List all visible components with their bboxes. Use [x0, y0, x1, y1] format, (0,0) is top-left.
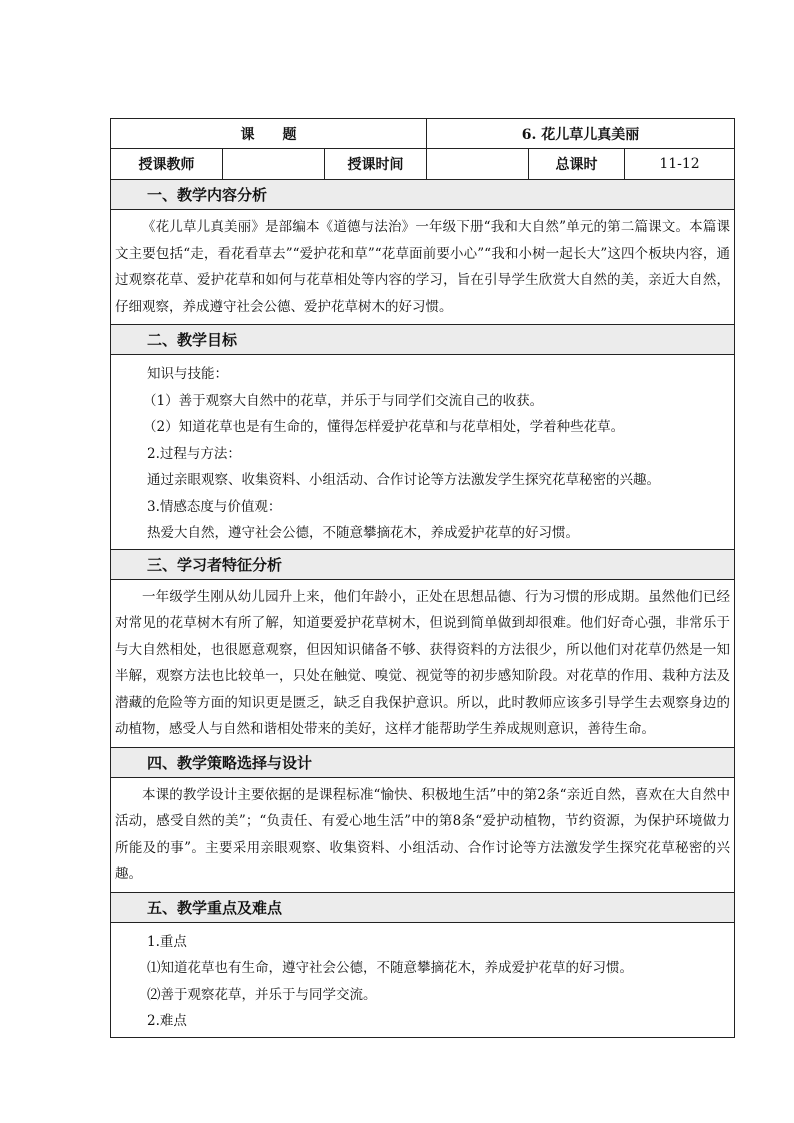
section-heading	[111, 549, 735, 579]
section-4-text: 本课的教学设计主要依据的是课程标准“愉快、积极地生活”中的第2条“亲近自然，喜欢在大自然中活动，感受自然的美”；“负责任、有爱心地生活”中的第8条“爱护动植物，节约资源，为保护环境做力所能及的事”。主要采用亲眼观察、收集资料、小组活动、合作讨论等方法激发学生探究花草秘密的兴趣。	[115, 786, 730, 882]
lesson-plan-document	[110, 118, 734, 1038]
section-body	[111, 922, 735, 1037]
hours-label: 总课时	[529, 149, 625, 180]
lesson-plan-table	[110, 118, 735, 1038]
time-value	[427, 149, 529, 180]
hours-value: 11-12	[625, 149, 735, 180]
time-label: 授课时间	[325, 149, 427, 180]
section-heading	[111, 747, 735, 777]
section-heading	[111, 892, 735, 922]
section-heading	[111, 325, 735, 355]
section-1-text: 《花儿草儿真美丽》是部编本《道德与法治》一年级下册“我和大自然”单元的第二篇课文。本篇课文主要包括“走，看花看草去”“爱护花和草”“花草面前要小心”“我和小树一起长大”这四个板块内容，通过观察花草、爱护花草和如何与花草相处等内容的学习，旨在引导学生欣赏大自然的美，亲近大自然，仔细观察，养成遵守社会公德、爱护花草树木的好习惯。	[115, 219, 730, 315]
key-point-line: 2.难点	[147, 1013, 187, 1029]
section-2-heading: 二、教学目标	[111, 325, 735, 355]
teacher-value	[223, 149, 325, 180]
section-body	[111, 777, 735, 892]
goal-line: 知识与技能：	[147, 366, 228, 382]
section-body	[111, 579, 735, 747]
teacher-label: 授课教师	[111, 149, 223, 180]
topic-value: 6. 花儿草儿真美丽	[427, 119, 735, 149]
goal-line: 热爱大自然，遵守社会公德，不随意攀摘花木，养成爱护花草的好习惯。	[147, 525, 579, 541]
key-point-line: ⑵善于观察花草，并乐于与同学交流。	[147, 986, 377, 1003]
section-3-text: 一年级学生刚从幼儿园升上来，他们年龄小，正处在思想品德、行为习惯的形成期。虽然他们已经对常见的花草树木有所了解，知道要爱护花草树木，但说到简单做到却很难。他们好奇心强，非常乐于与大自然相处，也很愿意观察，但因知识储备不够、获得资料的方法很少，所以他们对花草仍然是一知半解，观察方法也比较单一，只处在触觉、嗅觉、视觉等的初步感知阶段。对花草的作用、栽种方法及潜藏的危险等方面的知识更是匮乏，缺乏自我保护意识。所以，此时教师应该多引导学生去观察身边的动植物，感受人与自然和谐相处带来的美好，这样才能帮助学生养成规则意识，善待生命。	[115, 588, 730, 737]
goal-line: 2.过程与方法：	[147, 445, 241, 462]
meta-row	[111, 149, 735, 180]
topic-row	[111, 119, 735, 149]
section-body	[111, 355, 735, 550]
goal-line: （1）善于观察大自然中的花草，并乐于与同学们交流自己的收获。	[143, 392, 544, 409]
section-body	[111, 210, 735, 325]
topic-label: 课 题	[111, 119, 427, 149]
section-3-heading: 三、学习者特征分析	[111, 549, 735, 579]
section-5-heading: 五、教学重点及难点	[111, 892, 735, 922]
section-4-heading: 四、教学策略选择与设计	[111, 747, 735, 777]
goal-line: 3.情感态度与价值观：	[147, 498, 282, 515]
key-point-line: 1.重点	[147, 933, 187, 950]
section-heading	[111, 180, 735, 210]
section-1-heading: 一、教学内容分析	[111, 180, 735, 210]
goal-line: （2）知道花草也是有生命的，懂得怎样爱护花草和与花草相处，学着种些花草。	[143, 419, 625, 435]
goal-line: 通过亲眼观察、收集资料、小组活动、合作讨论等方法激发学生探究花草秘密的兴趣。	[147, 472, 660, 488]
key-point-line: ⑴知道花草也有生命，遵守社会公德，不随意攀摘花木，养成爱护花草的好习惯。	[147, 960, 633, 976]
